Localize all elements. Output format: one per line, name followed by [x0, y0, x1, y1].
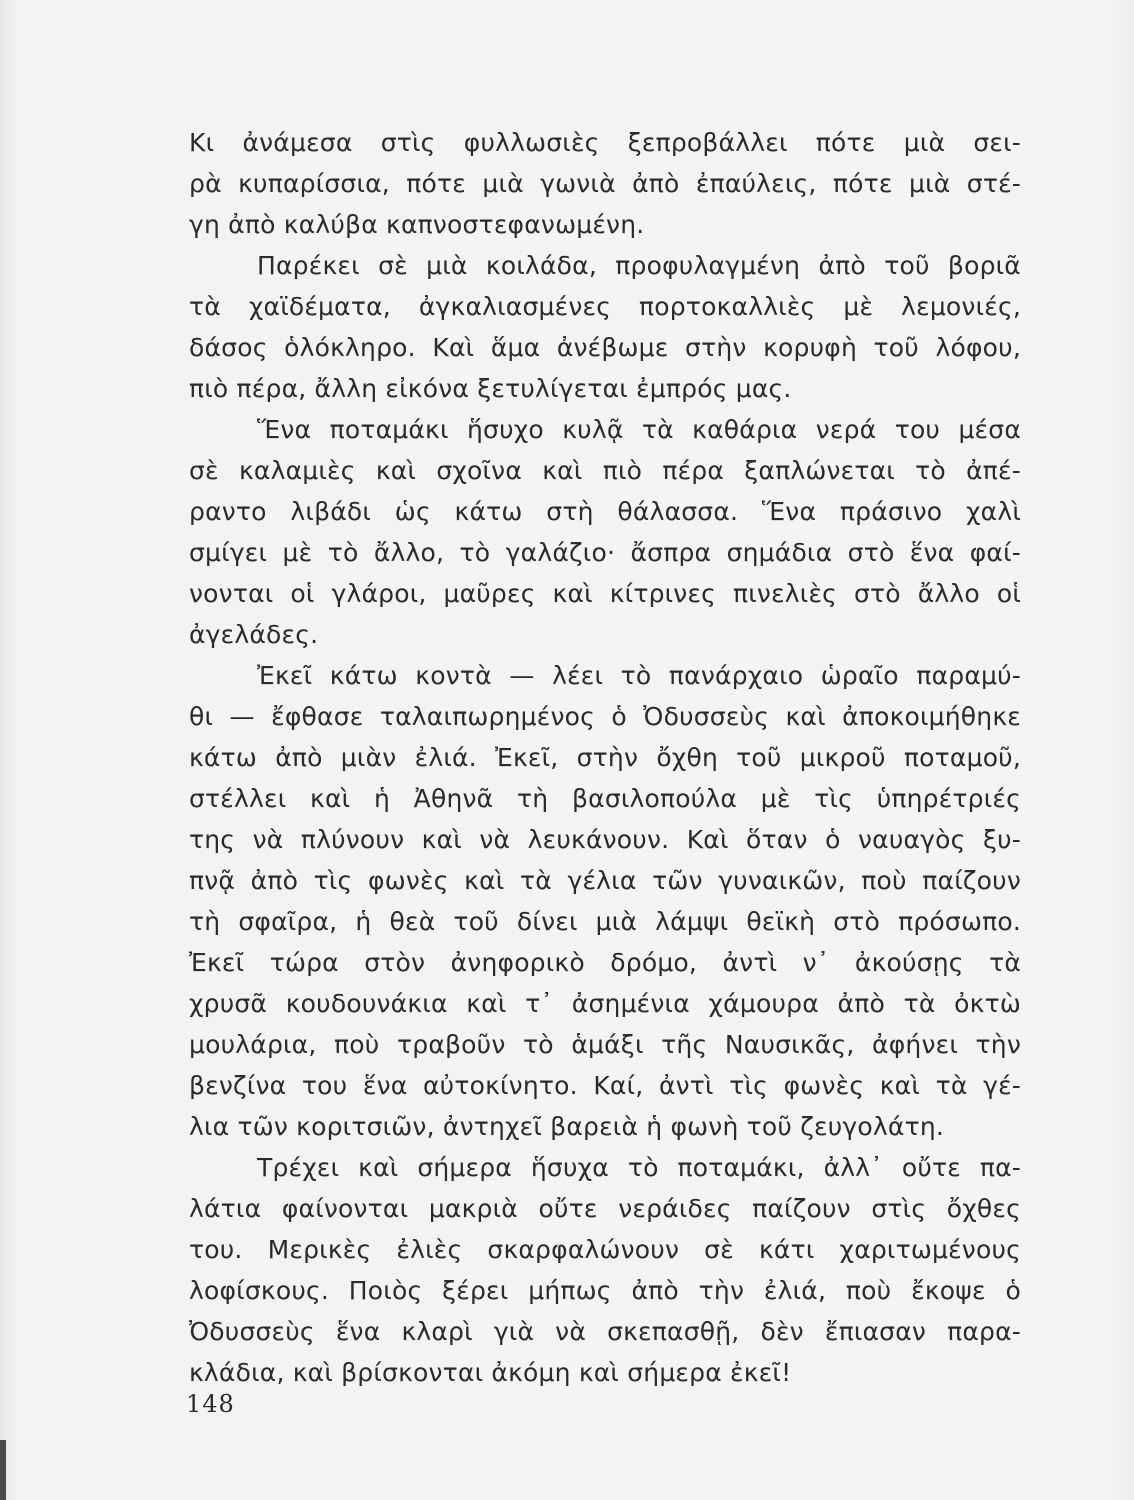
- text-line: στέλλει καὶ ἡ Ἀθηνᾶ τὴ βασιλοπούλα μὲ τὶς ὑπηρέτριές: [189, 784, 1021, 813]
- text-line: τὴ σφαῖρα, ἡ θεὰ τοῦ δίνει μιὰ λάμψι θεϊκὴ στὸ πρόσωπο.: [189, 907, 1021, 936]
- text-line: κάτω ἀπὸ μιὰν ἐλιά. Ἐκεῖ, στὴν ὄχθη τοῦ μικροῦ ποταμοῦ,: [189, 743, 1021, 772]
- text-line: λάτια φαίνονται μακριὰ οὔτε νεράιδες παίζουν στὶς ὄχθες: [189, 1194, 1021, 1223]
- text-line: λια τῶν κοριτσιῶν, ἀντηχεῖ βαρειὰ ἡ φωνὴ τοῦ ζευγολάτη.: [189, 1112, 945, 1141]
- text-line: Ἐκεῖ κάτω κοντὰ — λέει τὸ πανάρχαιο ὡραῖο παραμύ-: [257, 661, 1021, 690]
- text-line: βενζίνα του ἕνα αὐτοκίνητο. Καί, ἀντὶ τὶς φωνὲς καὶ τὰ γέ-: [189, 1071, 1021, 1100]
- text-line: γη ἀπὸ καλύβα καπνοστεφανωμένη.: [189, 210, 645, 239]
- text-line: σμίγει μὲ τὸ ἄλλο, τὸ γαλάζιο· ἄσπρα σημάδια στὸ ἕνα φαί-: [189, 538, 1021, 567]
- text-line: Ἐκεῖ τώρα στὸν ἀνηφορικὸ δρόμο, ἀντὶ ν᾿ ἀκούσῃς τὰ: [189, 948, 1021, 977]
- text-line: ραντο λιβάδι ὡς κάτω στὴ θάλασσα. Ἕνα πράσινο χαλὶ: [189, 497, 1021, 526]
- paragraph: [189, 122, 1021, 245]
- text-line: του. Μερικὲς ἐλιὲς σκαρφαλώνουν σὲ κάτι χαριτωμένους: [189, 1235, 1021, 1264]
- text-line: δάσος ὁλόκληρο. Καὶ ἅμα ἀνέβωμε στὴν κορυφὴ τοῦ λόφου,: [189, 333, 1021, 362]
- text-line: τὰ χαϊδέματα, ἀγκαλιασμένες πορτοκαλλιὲς μὲ λεμονιές,: [189, 292, 1021, 321]
- paragraph: [189, 1147, 1021, 1393]
- text-line: Κι ἀνάμεσα στὶς φυλλωσιὲς ξεπροβάλλει πότε μιὰ σει-: [189, 128, 1021, 157]
- text-line: Τρέχει καὶ σήμερα ἥσυχα τὸ ποταμάκι, ἀλλ᾿ οὔτε πα-: [257, 1153, 1021, 1182]
- paragraph: [189, 409, 1021, 655]
- text-line: ἀγελάδες.: [189, 620, 319, 649]
- text-line: Παρέκει σὲ μιὰ κοιλάδα, προφυλαγμένη ἀπὸ τοῦ βοριᾶ: [257, 251, 1021, 280]
- text-line: πνᾷ ἀπὸ τὶς φωνὲς καὶ τὰ γέλια τῶν γυναικῶν, ποὺ παίζουν: [189, 866, 1021, 895]
- text-line: Ἕνα ποταμάκι ἥσυχο κυλᾷ τὰ καθάρια νερά του μέσα: [257, 415, 1021, 444]
- text-line: χρυσᾶ κουδουνάκια καὶ τ᾿ ἀσημένια χάμουρα ἀπὸ τὰ ὀκτὼ: [189, 989, 1021, 1018]
- text-line: πιὸ πέρα, ἄλλη εἰκόνα ξετυλίγεται ἐμπρός μας.: [189, 374, 792, 403]
- text-line: θι — ἔφθασε ταλαιπωρημένος ὁ Ὀδυσσεὺς καὶ ἀποκοιμήθηκε: [189, 702, 1021, 731]
- text-line: ρὰ κυπαρίσσια, πότε μιὰ γωνιὰ ἀπὸ ἐπαύλεις, πότε μιὰ στέ-: [189, 169, 1021, 198]
- page-edge-shadow: [0, 1440, 6, 1500]
- text-line: νονται οἱ γλάροι, μαῦρες καὶ κίτρινες πινελιὲς στὸ ἄλλο οἱ: [189, 579, 1021, 608]
- text-line: σὲ καλαμιὲς καὶ σχοῖνα καὶ πιὸ πέρα ξαπλώνεται τὸ ἀπέ-: [189, 456, 1021, 485]
- text-line: λοφίσκους. Ποιὸς ξέρει μήπως ἀπὸ τὴν ἐλιά, ποὺ ἔκοψε ὁ: [189, 1276, 1021, 1305]
- text-line: κλάδια, καὶ βρίσκονται ἀκόμη καὶ σήμερα ἐκεῖ!: [189, 1358, 792, 1387]
- text-line: μουλάρια, ποὺ τραβοῦν τὸ ἁμάξι τῆς Ναυσικᾶς, ἀφήνει τὴν: [189, 1030, 1021, 1059]
- text-line: της νὰ πλύνουν καὶ νὰ λευκάνουν. Καὶ ὅταν ὁ ναυαγὸς ξυ-: [189, 825, 1021, 854]
- text-line: Ὀδυσσεὺς ἕνα κλαρὶ γιὰ νὰ σκεπασθῇ, δὲν ἔπιασαν παρα-: [189, 1317, 1021, 1346]
- page-number: 148: [186, 1390, 235, 1418]
- paragraph: [189, 245, 1021, 409]
- paragraph: [189, 655, 1021, 1147]
- body-text: [189, 122, 1021, 1393]
